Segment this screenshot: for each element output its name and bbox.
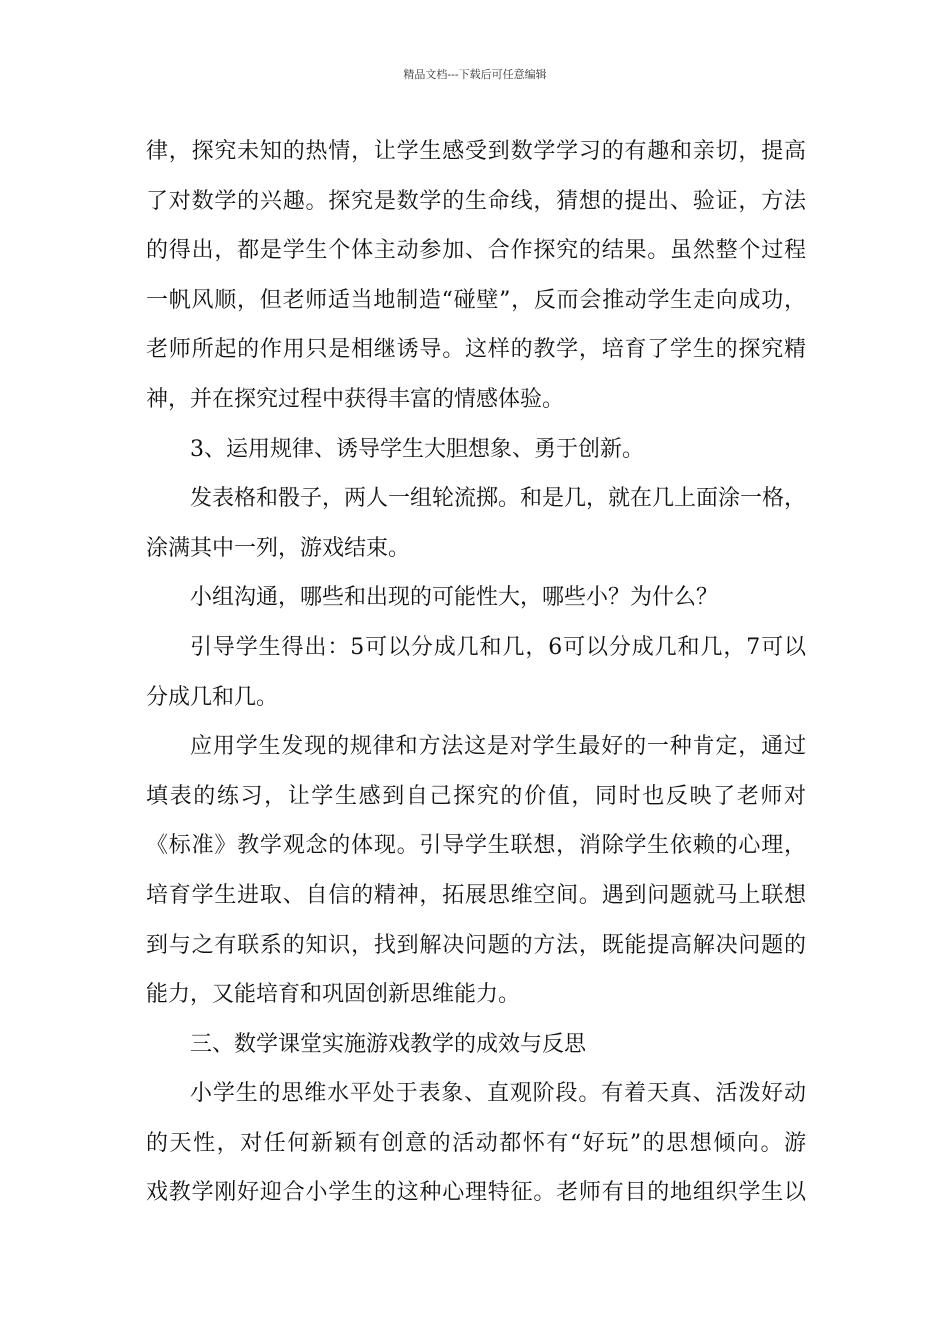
text-line: 神，并在探究过程中获得丰富的情感体验。 — [146, 386, 565, 412]
page-header: 精品文档---下载后可任意编辑 — [403, 68, 547, 81]
text-line: 应用学生发现的规律和方法这是对学生最好的一种肯定，通过 — [190, 734, 806, 760]
text-line: 老师所起的作用只是相继诱导。这样的教学，培育了学生的探究精 — [146, 337, 806, 363]
text-line: 分成几和几。 — [146, 684, 279, 710]
text-line: 涂满其中一列，游戏结束。 — [146, 535, 411, 561]
text-line: 三、数学课堂实施游戏教学的成效与反思 — [190, 1031, 587, 1057]
text-line: 了对数学的兴趣。探究是数学的生命线，猜想的提出、验证，方法 — [146, 188, 806, 214]
text-line: 填表的练习，让学生感到自己探究的价值，同时也反映了老师对 — [146, 783, 806, 809]
text-line: 《标准》教学观念的体现。引导学生联想，消除学生依赖的心理， — [146, 833, 806, 859]
text-line: 发表格和骰子，两人一组轮流掷。和是几，就在几上面涂一格， — [190, 486, 807, 512]
text-line: 3、运用规律、诱导学生大胆想象、勇于创新。 — [190, 436, 644, 462]
text-line: 到与之有联系的知识，找到解决问题的方法，既能提高解决问题的 — [146, 932, 806, 958]
text-line: 律，探究未知的热情，让学生感受到数学学习的有趣和亲切，提高 — [146, 139, 806, 164]
text-line: 能力，又能培育和巩固创新思维能力。 — [146, 982, 521, 1008]
text-line: 培育学生进取、自信的精神，拓展思维空间。遇到问题就马上联想 — [146, 882, 806, 908]
text-line: 小学生的思维水平处于表象、直观阶段。有着天真、活泼好动 — [190, 1081, 806, 1107]
text-line: 戏教学刚好迎合小学生的这种心理特征。老师有目的地组织学生以 — [146, 1180, 806, 1206]
text-line: 的得出，都是学生个体主动参加、合作探究的结果。虽然整个过程 — [146, 238, 806, 264]
text-line: 的天性，对任何新颖有创意的活动都怀有“好玩”的思想倾向。游 — [146, 1130, 806, 1156]
text-line: 小组沟通，哪些和出现的可能性大，哪些小？为什么？ — [190, 585, 719, 611]
text-line: 引导学生得出：5可以分成几和几，6可以分成几和几，7可以 — [190, 634, 806, 660]
text-line: 一帆风顺，但老师适当地制造“碰壁”，反而会推动学生走向成功， — [146, 287, 806, 313]
document-body — [146, 127, 806, 1218]
